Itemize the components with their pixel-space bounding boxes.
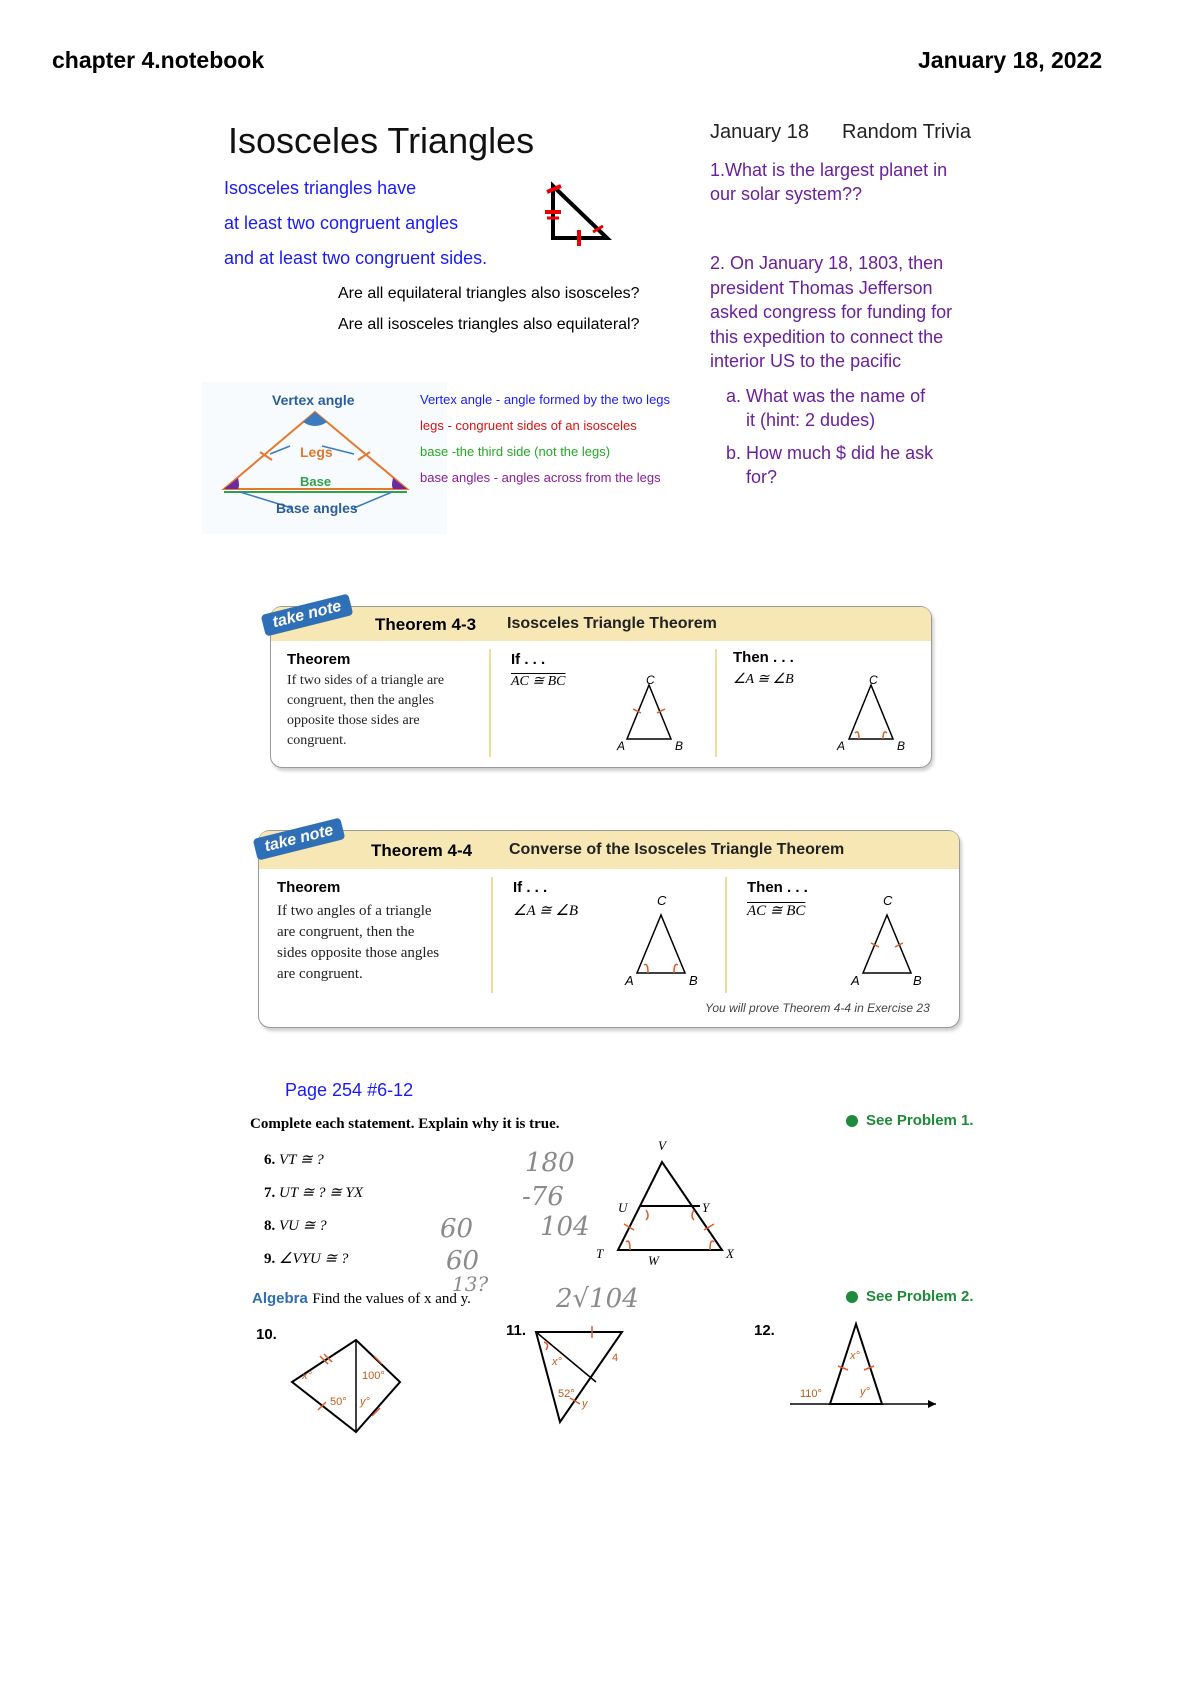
diagram-base-label: Base: [300, 474, 332, 489]
theorem-4-4-name: Converse of the Isosceles Triangle Theorem: [509, 841, 845, 858]
problem-12-y: y°: [860, 1386, 870, 1398]
problem-10-50: 50°: [330, 1396, 347, 1408]
notebook-title: chapter 4.notebook: [52, 47, 265, 73]
trivia-q2-line-5: interior US to the pacific: [710, 351, 902, 371]
theorem-4-3-then-label-a: A: [837, 739, 846, 753]
theorem-4-3-text: [287, 671, 444, 751]
trivia-question-b: [726, 441, 933, 489]
trivia-qb-line-2: for?: [746, 467, 778, 487]
green-arrow-icon: [846, 1291, 858, 1303]
theorem-4-4-if-label-a: A: [625, 973, 634, 988]
theorem-4-3-divider-2: [715, 649, 717, 757]
handwriting-60-a: 60: [440, 1214, 474, 1244]
right-triangle-sketch: [545, 178, 615, 248]
exercise-9: [264, 1249, 348, 1268]
theorem-4-3-if-label-b: B: [675, 739, 684, 753]
theorem-4-3-then-statement: ∠A ≅ ∠B: [733, 672, 794, 687]
exercise-8-text: VU ≅ ?: [279, 1218, 327, 1234]
theorem-4-3-col-then: Then . . .: [733, 649, 794, 666]
theorem-4-3-text-line-1: If two sides of a triangle are: [287, 673, 445, 688]
exercise-9-text: ∠VYU ≅ ?: [279, 1251, 349, 1267]
trivia-question-1: [710, 158, 947, 206]
theorem-4-4-if-statement: ∠A ≅ ∠B: [513, 903, 579, 919]
problem-10-x: x°: [302, 1370, 312, 1382]
theorem-4-3-divider-1: [489, 649, 491, 757]
theorem-4-3-name: Isosceles Triangle Theorem: [507, 615, 717, 632]
theorem-4-3-text-line-4: congruent.: [287, 733, 347, 748]
theorem-4-4-text-line-3: sides opposite those angles: [277, 945, 440, 961]
theorem-4-4-divider-1: [491, 877, 493, 993]
lesson-line-3: and at least two congruent sides.: [224, 248, 488, 268]
theorem-4-4-if-label-b: B: [689, 973, 698, 988]
homework-assignment: Page 254 #6-12: [285, 1080, 414, 1100]
definition-base: base -the third side (not the legs): [420, 444, 611, 459]
question-isosceles: Are all isosceles triangles also equilateral?: [338, 316, 640, 333]
theorem-4-4-text: [277, 901, 439, 985]
page-date: January 18, 2022: [918, 47, 1103, 73]
exercise-9-number: 9.: [264, 1251, 276, 1267]
trivia-q2-line-1: 2. On January 18, 1803, then: [710, 253, 944, 273]
fig-label-u: U: [618, 1200, 628, 1215]
theorem-4-4-col-then: Then . . .: [747, 879, 808, 896]
theorem-4-4-text-line-1: If two angles of a triangle: [277, 903, 432, 919]
problem-11-y: y: [582, 1398, 588, 1410]
theorem-4-4-divider-2: [725, 877, 727, 993]
theorem-4-3-col-theorem: Theorem: [287, 651, 351, 668]
problem-11-number: 11.: [506, 1322, 527, 1339]
problem-12-110: 110°: [800, 1388, 822, 1400]
theorem-4-4-if-label-c: C: [657, 893, 667, 908]
exercise-7: [264, 1183, 363, 1202]
trivia-date: January 18: [710, 121, 809, 143]
see-problem-1[interactable]: [846, 1112, 974, 1130]
exercise-6-text: VT ≅ ?: [279, 1152, 324, 1168]
trivia-question-2: [710, 251, 952, 374]
theorem-4-3-if-statement: AC ≅ BC: [511, 674, 566, 689]
theorem-4-3-if-label-a: A: [617, 739, 626, 753]
green-arrow-icon: [846, 1115, 858, 1127]
problem-12-number: 12.: [754, 1322, 775, 1339]
handwriting-minus-76: -76: [522, 1182, 564, 1212]
problem-10-number: 10.: [256, 1326, 277, 1343]
diagram-base-angles-label: Base angles: [276, 500, 358, 516]
theorem-4-3-then-label-c: C: [869, 673, 878, 687]
theorem-4-3-text-line-2: congruent, then the angles: [287, 693, 434, 708]
problem-10-y: y°: [360, 1396, 370, 1408]
theorem-4-4-box: [258, 830, 960, 1028]
algebra-text: Find the values of x and y.: [312, 1291, 471, 1307]
fig-label-y: Y: [702, 1200, 710, 1215]
theorem-4-4-then-label-a: A: [851, 973, 860, 988]
diagram-legs-label: Legs: [300, 444, 333, 460]
handwriting-104: 104: [540, 1212, 590, 1242]
theorem-4-4-col-if: If . . .: [513, 879, 548, 896]
theorem-4-4-if-triangle: [629, 907, 693, 983]
lesson-line-2: at least two congruent angles: [224, 213, 459, 233]
trivia-q2-line-2: president Thomas Jefferson: [710, 277, 933, 298]
see-problem-1-label: See Problem 1.: [866, 1112, 974, 1129]
exercise-8-number: 8.: [264, 1218, 276, 1234]
algebra-instruction: [252, 1290, 471, 1308]
fig-label-w: W: [648, 1253, 659, 1268]
definition-base-angles: base angles - angles across from the legs: [420, 470, 661, 485]
theorem-4-3-text-line-3: opposite those sides are: [287, 713, 420, 728]
exercise-6: [264, 1150, 324, 1169]
theorem-4-4-col-theorem: Theorem: [277, 879, 341, 896]
problem-12-x: x°: [850, 1350, 860, 1362]
theorem-4-4-exercise-note: You will prove Theorem 4-4 in Exercise 23: [705, 1001, 930, 1015]
theorem-4-3-box: [270, 606, 932, 768]
theorem-4-4-number: Theorem 4-4: [371, 841, 473, 860]
triangle-parts-diagram: [202, 382, 447, 534]
trivia-question-a: [726, 384, 925, 432]
theorem-4-4-then-statement: AC ≅ BC: [747, 903, 806, 919]
algebra-label: Algebra: [252, 1290, 308, 1307]
fig-label-t: T: [596, 1246, 604, 1261]
trivia-qb-line-1: b. How much $ did he ask: [726, 443, 934, 463]
see-problem-2[interactable]: [846, 1288, 974, 1306]
theorem-4-3-take-note-tag: take note: [261, 593, 354, 636]
theorem-4-3-col-if: If . . .: [511, 651, 546, 668]
theorem-4-4-text-line-2: are congruent, then the: [277, 924, 415, 940]
trivia-q2-line-3: asked congress for funding for: [710, 302, 953, 322]
fig-label-x: X: [726, 1246, 734, 1261]
diagram-vertex-label: Vertex angle: [272, 392, 355, 408]
theorem-4-4-then-label-b: B: [913, 973, 922, 988]
theorem-4-3-header: [271, 607, 931, 641]
see-problem-2-label: See Problem 2.: [866, 1288, 974, 1305]
problem-11-4: 4: [612, 1352, 619, 1364]
problem-11-figure: [530, 1326, 630, 1426]
lesson-title: Isosceles Triangles: [228, 120, 535, 161]
handwriting-60-b: 60: [446, 1246, 480, 1276]
trivia-q2-line-4: this expedition to connect the: [710, 326, 944, 347]
homework-instruction: Complete each statement. Explain why it is true.: [250, 1116, 560, 1132]
theorem-4-3-if-label-c: C: [646, 673, 655, 687]
theorem-4-4-then-triangle: [855, 907, 919, 983]
problem-10-100: 100°: [362, 1370, 385, 1382]
trivia-qa-line-1: a. What was the name of: [726, 386, 926, 406]
trivia-qa-line-2: it (hint: 2 dudes): [746, 410, 876, 430]
definition-vertex-angle: Vertex angle - angle formed by the two legs: [420, 392, 671, 407]
problem-10-figure: [286, 1336, 406, 1436]
exercise-7-text: UT ≅ ? ≅ YX: [279, 1185, 364, 1201]
trivia-q1-line-1: 1.What is the largest planet in: [710, 160, 948, 180]
handwriting-180: 180: [525, 1148, 575, 1178]
problem-11-52: 52°: [558, 1388, 575, 1400]
definition-legs: legs - congruent sides of an isosceles: [420, 418, 637, 433]
theorem-4-3-then-triangle: [841, 677, 901, 747]
theorem-4-4-then-label-c: C: [883, 893, 893, 908]
trivia-title: Random Trivia: [842, 121, 971, 143]
theorem-4-3-then-label-b: B: [897, 739, 906, 753]
question-equilateral: Are all equilateral triangles also isosceles?: [338, 285, 640, 302]
theorem-4-4-text-line-4: are congruent.: [277, 966, 363, 982]
exercise-7-number: 7.: [264, 1185, 276, 1201]
handwriting-13: 13?: [452, 1272, 489, 1296]
problem-11-x: x°: [552, 1356, 562, 1368]
theorem-4-3-if-triangle: [619, 677, 679, 747]
theorem-4-3-number: Theorem 4-3: [375, 615, 477, 634]
theorem-4-4-header: [259, 831, 959, 869]
trivia-q1-line-2: our solar system??: [710, 184, 863, 204]
exercise-8: [264, 1216, 327, 1235]
exercise-6-number: 6.: [264, 1152, 276, 1168]
handwriting-sqrt: 2√104: [556, 1284, 639, 1314]
lesson-line-1: Isosceles triangles have: [224, 178, 417, 198]
fig-label-v: V: [658, 1138, 666, 1153]
theorem-4-4-take-note-tag: take note: [253, 817, 346, 860]
